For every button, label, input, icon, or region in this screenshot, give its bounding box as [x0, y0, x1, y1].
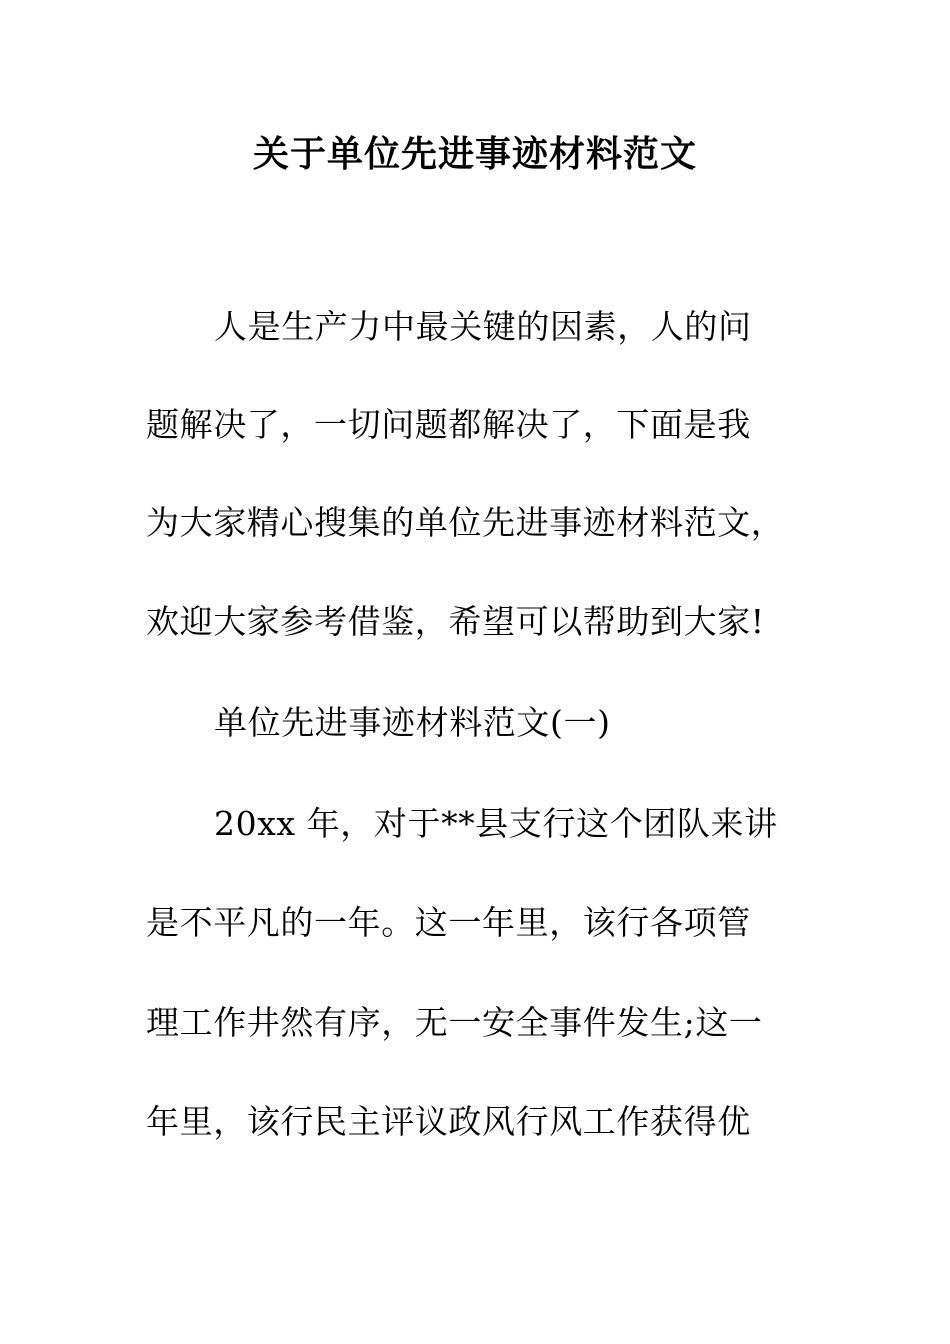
- document-title: 关于单位先进事迹材料范文: [252, 133, 697, 175]
- body-line-6: 是不平凡的一年。这一年里，该行各项管: [146, 903, 751, 942]
- body-line-1: 人是生产力中最关键的因素，人的问: [214, 307, 752, 346]
- body-line-5: 20xx 年，对于**县支行这个团队来讲: [214, 804, 778, 843]
- section-heading: 单位先进事迹材料范文(一): [214, 703, 611, 742]
- body-line-2: 题解决了，一切问题都解决了，下面是我: [146, 405, 751, 444]
- body-line-4: 欢迎大家参考借鉴，希望可以帮助到大家!: [146, 602, 765, 641]
- body-line-7: 理工作井然有序，无一安全事件发生;这一: [146, 1003, 763, 1042]
- body-line-3: 为大家精心搜集的单位先进事迹材料范文，: [146, 503, 785, 542]
- body-line-8: 年里，该行民主评议政风行风工作获得优: [146, 1102, 751, 1141]
